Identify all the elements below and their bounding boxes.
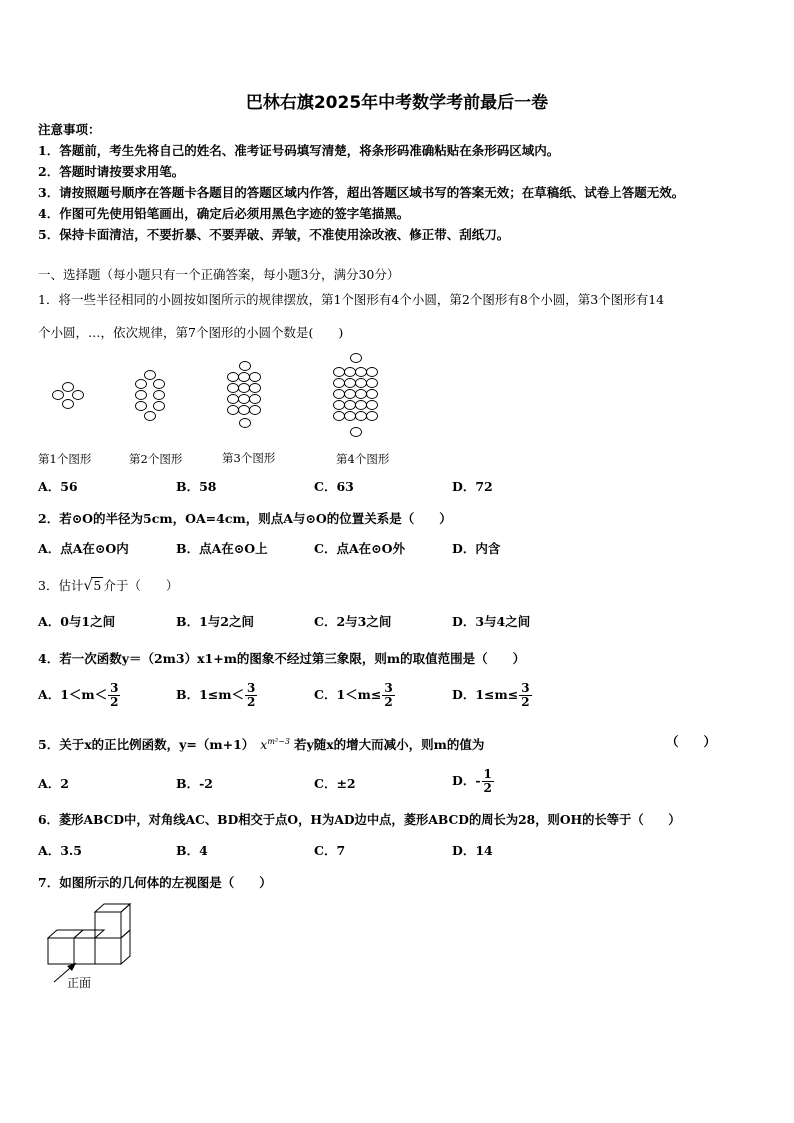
denominator: 2 bbox=[483, 781, 492, 795]
q3-option-b[interactable]: B．1与2之间 bbox=[176, 614, 254, 629]
q3-option-d[interactable]: D．3与4之间 bbox=[452, 614, 531, 629]
small-circle bbox=[367, 411, 378, 420]
q4-option-c-text: C．1＜m≤ bbox=[314, 687, 382, 702]
fraction bbox=[519, 682, 531, 709]
notice-num: 1． bbox=[38, 143, 60, 158]
q7-solid-figure bbox=[40, 898, 160, 998]
numerator: 3 bbox=[384, 681, 393, 695]
q5-stem-post: 若y随x的增大而减小，则m的值为 bbox=[293, 737, 485, 753]
small-circle bbox=[345, 378, 356, 387]
fraction bbox=[482, 768, 494, 795]
small-circle bbox=[239, 394, 250, 403]
q6-option-c[interactable]: C．7 bbox=[314, 843, 346, 858]
small-circle bbox=[334, 367, 345, 376]
small-circle bbox=[228, 394, 239, 403]
small-circle bbox=[73, 390, 84, 399]
fraction bbox=[382, 682, 394, 709]
q4-option-d[interactable] bbox=[452, 682, 532, 709]
q5-exponent: m²−3 bbox=[267, 737, 290, 746]
q3-option-c[interactable]: C．2与3之间 bbox=[314, 614, 392, 629]
section-heading: 一、选择题（每小题只有一个正确答案，每小题3分，满分30分） bbox=[38, 267, 400, 282]
q1-option-c[interactable]: C．63 bbox=[314, 479, 354, 494]
small-circle bbox=[367, 367, 378, 376]
small-circle bbox=[145, 411, 156, 420]
small-circle bbox=[345, 367, 356, 376]
small-circle bbox=[356, 411, 367, 420]
small-circle bbox=[356, 378, 367, 387]
small-circle bbox=[228, 405, 239, 414]
notice-item-1 bbox=[38, 143, 559, 159]
fraction bbox=[108, 682, 120, 709]
numerator: 3 bbox=[110, 681, 119, 695]
q3-stem-post: 介于（ ） bbox=[103, 578, 179, 593]
page-title: 巴林右旗2025年中考数学考前最后一卷 bbox=[245, 93, 549, 113]
small-circle bbox=[250, 405, 261, 414]
q1-caption-4: 第4个图形 bbox=[336, 452, 390, 466]
q5-base: x bbox=[260, 737, 268, 753]
small-circle bbox=[228, 383, 239, 392]
q5-answer-paren: （ ） bbox=[666, 734, 717, 749]
fraction bbox=[245, 682, 257, 709]
q1-option-d[interactable]: D．72 bbox=[452, 479, 493, 494]
q1-caption-3: 第3个图形 bbox=[222, 451, 276, 465]
small-circle bbox=[334, 389, 345, 398]
notice-heading: 注意事项： bbox=[38, 122, 101, 137]
notice-text: 答题前，考生先将自己的姓名、准考证号码填写清楚，将条形码准确粘贴在条形码区域内。 bbox=[59, 143, 560, 158]
notice-text: 答题时请按要求用笔。 bbox=[59, 164, 185, 179]
q1-option-b[interactable]: B．58 bbox=[176, 479, 217, 494]
small-circle bbox=[345, 411, 356, 420]
small-circle bbox=[334, 378, 345, 387]
sqrt-sign: √ bbox=[83, 578, 93, 594]
small-circle bbox=[239, 372, 250, 381]
q4-option-a[interactable] bbox=[38, 682, 120, 709]
small-circle bbox=[334, 400, 345, 409]
q1-caption-2: 第2个图形 bbox=[129, 452, 183, 466]
small-circle bbox=[345, 389, 356, 398]
q5-stem-pre: 5．关于x的正比例函数，y=（m+1） bbox=[38, 737, 255, 753]
small-circle bbox=[250, 372, 261, 381]
small-circle bbox=[356, 367, 367, 376]
numerator: 1 bbox=[483, 767, 492, 781]
denominator: 2 bbox=[521, 695, 530, 709]
small-circle bbox=[345, 400, 356, 409]
notice-num: 4． bbox=[38, 206, 60, 221]
q6-option-b[interactable]: B．4 bbox=[176, 843, 208, 858]
small-circle bbox=[250, 383, 261, 392]
denominator: 2 bbox=[110, 695, 119, 709]
q3-radicand: 5 bbox=[93, 578, 102, 593]
notice-text: 作图可先使用铅笔画出，确定后必须用黑色字迹的签字笔描黑。 bbox=[59, 206, 410, 221]
q3-stem-pre: 3．估计 bbox=[38, 578, 84, 593]
notice-num: 3． bbox=[38, 185, 60, 200]
small-circle bbox=[356, 389, 367, 398]
notice-text: 保持卡面清洁，不要折暴、不要弄破、弄皱，不准使用涂改液、修正带、刮纸刀。 bbox=[59, 227, 510, 242]
q5-option-d[interactable] bbox=[452, 768, 494, 795]
q1-circle-pattern-figure bbox=[0, 350, 794, 450]
q4-option-b-text: B．1≤m＜ bbox=[176, 687, 244, 702]
q1-stem-line2: 个小圆，…，依次规律，第7个图形的小圆个数是( ) bbox=[38, 325, 344, 340]
q6-option-a[interactable]: A．3.5 bbox=[38, 843, 82, 858]
small-circle bbox=[145, 370, 156, 379]
q2-option-a[interactable]: A．点A在⊙O内 bbox=[38, 541, 129, 556]
notice-text: 请按照题号顺序在答题卡各题目的答题区域内作答，超出答题区域书写的答案无效；在草稿纸、试卷上答题无效。 bbox=[59, 185, 685, 200]
notice-num: 2． bbox=[38, 164, 60, 179]
small-circle bbox=[367, 400, 378, 409]
q1-stem-line1: 1．将一些半径相同的小圆按如图所示的规律摆放，第1个图形有4个小圆，第2个图形有8个小圆，第3个图形有14 bbox=[38, 292, 665, 307]
q5-option-a[interactable]: A．2 bbox=[38, 776, 69, 791]
q4-stem: 4．若一次函数y＝（2m3）x1+m的图象不经过第三象限，则m的取值范围是（ ） bbox=[38, 651, 526, 666]
small-circle bbox=[53, 390, 64, 399]
small-circle bbox=[228, 372, 239, 381]
notice-num: 5． bbox=[38, 227, 60, 242]
q7-stem: 7．如图所示的几何体的左视图是（ ） bbox=[38, 875, 272, 890]
q5-option-b[interactable]: B．-2 bbox=[176, 776, 213, 791]
notice-item-4 bbox=[38, 206, 409, 222]
q4-option-a-text: A．1＜m＜ bbox=[38, 687, 108, 702]
q2-option-c[interactable]: C．点A在⊙O外 bbox=[314, 541, 406, 556]
small-circle bbox=[240, 361, 251, 370]
q1-caption-1: 第1个图形 bbox=[38, 452, 92, 466]
small-circle bbox=[136, 401, 147, 410]
small-circle bbox=[136, 379, 147, 388]
q5-stem bbox=[38, 734, 484, 753]
q6-option-d[interactable]: D．14 bbox=[452, 843, 493, 858]
small-circle bbox=[356, 400, 367, 409]
small-circle bbox=[240, 418, 251, 427]
denominator: 2 bbox=[384, 695, 393, 709]
q2-option-d[interactable]: D．内含 bbox=[452, 541, 501, 556]
small-circle bbox=[351, 353, 362, 362]
numerator: 3 bbox=[246, 681, 256, 695]
denominator: 2 bbox=[246, 695, 256, 709]
small-circle bbox=[351, 427, 362, 436]
small-circle bbox=[367, 389, 378, 398]
small-circle bbox=[154, 401, 165, 410]
notice-item-3 bbox=[38, 185, 684, 201]
q6-stem: 6．菱形ABCD中，对角线AC、BD相交于点O，H为AD边中点，菱形ABCD的周长为28，则OH的长等于（ ） bbox=[38, 812, 681, 827]
q1-option-a[interactable]: A．56 bbox=[38, 479, 78, 494]
small-circle bbox=[154, 379, 165, 388]
small-circle bbox=[136, 390, 147, 399]
small-circle bbox=[63, 382, 74, 391]
q4-option-c[interactable] bbox=[314, 682, 395, 709]
notice-item-5 bbox=[38, 227, 509, 243]
q2-stem: 2．若⊙O的半径为5cm，OA=4cm，则点A与⊙O的位置关系是（ ） bbox=[38, 511, 452, 526]
small-circle bbox=[239, 383, 250, 392]
q4-option-b[interactable] bbox=[176, 682, 257, 709]
small-circle bbox=[250, 394, 261, 403]
small-circle bbox=[154, 390, 165, 399]
q7-front-label: 正面 bbox=[67, 976, 92, 990]
small-circle bbox=[63, 399, 74, 408]
notice-item-2 bbox=[38, 164, 184, 180]
numerator: 3 bbox=[521, 681, 530, 695]
q5-option-d-text: D．- bbox=[452, 773, 481, 788]
small-circle bbox=[334, 411, 345, 420]
q2-option-b[interactable]: B．点A在⊙O上 bbox=[176, 541, 268, 556]
small-circle bbox=[239, 405, 250, 414]
q3-stem bbox=[38, 577, 178, 594]
q5-option-c[interactable]: C．±2 bbox=[314, 776, 356, 791]
q3-option-a[interactable]: A．0与1之间 bbox=[38, 614, 116, 629]
small-circle bbox=[367, 378, 378, 387]
q4-option-d-text: D．1≤m≤ bbox=[452, 687, 519, 702]
